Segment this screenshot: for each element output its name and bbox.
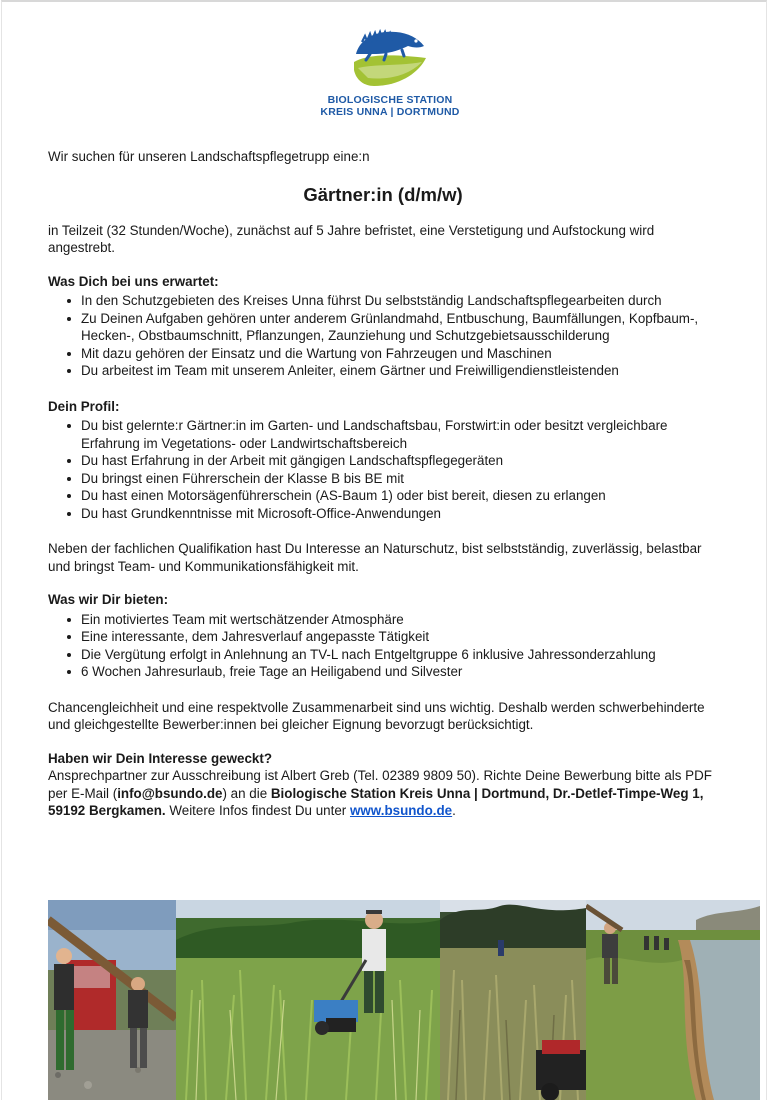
list-item: Du hast Erfahrung in der Arbeit mit gängigen Landschaftspflegegeräten bbox=[81, 452, 718, 470]
list-item: Zu Deinen Aufgaben gehören unter anderem Grünlandmahd, Entbuschung, Baumfällungen, Kopfbaum-, Hecken-, Obstbaumschnitt, Pflanzungen, Zaunziehung und Schutzgebietsausschilderung bbox=[81, 310, 718, 345]
document-page bbox=[1, 0, 767, 1100]
expectations-list bbox=[48, 292, 718, 380]
photo-riverbank bbox=[586, 900, 760, 1100]
job-posting bbox=[48, 148, 718, 820]
equality-text: Chancengleichheit und eine respektvolle Zusammenarbeit sind uns wichtig. Deshalb werden schwerbehinderte und gleichgestellte Bewerber:innen bei gleicher Eignung bevorzugt berücksichtigt. bbox=[48, 699, 705, 732]
contact-text-part: Ansprechpartner zur Ausschreibung ist Albert Greb (Tel. 02389 9809 50). Richte Deine Bewerbung bitte als PDF per E-Mail ( bbox=[48, 768, 712, 801]
intro-text: Wir suchen für unseren Landschaftspflegetrupp eine:n bbox=[48, 149, 370, 164]
list-item: Du hast Grundkenntnisse mit Microsoft-Office-Anwendungen bbox=[81, 505, 718, 523]
list-item: Du bist gelernte:r Gärtner:in im Garten- und Landschaftsbau, Forstwirt:in oder besitzt vergleichbare Erfahrung im Vegetations- oder Landwirtschaftsbereich bbox=[81, 417, 718, 452]
employment-text: in Teilzeit (32 Stunden/Woche), zunächst auf 5 Jahre befristet, eine Verstetigung und Aufstockung wird angestrebt. bbox=[48, 222, 655, 255]
photo-field-mowing bbox=[440, 900, 586, 1100]
list-item: In den Schutzgebieten des Kreises Unna führst Du selbstständig Landschaftspflegearbeiten durch bbox=[81, 292, 718, 310]
job-title: Gärtner:in (d/m/w) bbox=[303, 183, 463, 205]
contact-text-part: . bbox=[452, 803, 456, 818]
contact-text bbox=[48, 767, 718, 820]
list-item: Du arbeitest im Team mit unserem Anleiter, einem Gärtner und Freiwilligendienstleistenden bbox=[81, 362, 718, 380]
contact-heading: Haben wir Dein Interesse geweckt? bbox=[48, 750, 272, 766]
logo-text-line1: BIOLOGISCHE STATION bbox=[327, 94, 453, 106]
station-logo bbox=[320, 24, 460, 136]
offer-list bbox=[48, 611, 718, 681]
list-item: Du hast einen Motorsägenführerschein (AS-Baum 1) oder bist bereit, diesen zu erlangen bbox=[81, 487, 718, 505]
list-item: Du bringst einen Führerschein der Klasse B bis BE mit bbox=[81, 470, 718, 488]
list-item: Mit dazu gehören der Einsatz und die Wartung von Fahrzeugen und Maschinen bbox=[81, 345, 718, 363]
section-heading-profile: Dein Profil: bbox=[48, 398, 120, 414]
photo-strip bbox=[48, 900, 760, 1100]
photo-tree-work bbox=[48, 900, 176, 1100]
contact-org-address: Biologische Station Kreis Unna | Dortmund, Dr.-Detlef-Timpe-Weg 1, 59192 Bergkamen. bbox=[48, 785, 704, 818]
profile-list bbox=[48, 417, 718, 522]
list-item: 6 Wochen Jahresurlaub, freie Tage an Heiligabend und Silvester bbox=[81, 663, 718, 681]
contact-text-part: Weitere Infos findest Du unter bbox=[165, 803, 350, 818]
list-item: Ein motiviertes Team mit wertschätzender Atmosphäre bbox=[81, 611, 718, 629]
contact-email[interactable]: info@bsundo.de bbox=[117, 785, 223, 801]
logo-text-line2: KREIS UNNA | DORTMUND bbox=[320, 106, 460, 118]
website-link[interactable]: www.bsundo.de bbox=[349, 803, 453, 818]
list-item: Eine interessante, dem Jahresverlauf angepasste Tätigkeit bbox=[81, 628, 718, 646]
salamander-logo-icon bbox=[348, 24, 432, 90]
list-item: Die Vergütung erfolgt in Anlehnung an TV-L nach Entgeltgruppe 6 inklusive Jahressonderzahlung bbox=[81, 646, 718, 664]
contact-text-part: ) an die bbox=[222, 785, 271, 801]
photo-mowing-meadow bbox=[176, 900, 440, 1100]
qualification-text: Neben der fachlichen Qualifikation hast Du Interesse an Naturschutz, bist selbstständig, zuverlässig, belastbar und bringst Team- und Kommunikationsfähigkeit mit. bbox=[48, 541, 702, 574]
section-heading-offer: Was wir Dir bieten: bbox=[48, 592, 169, 607]
section-heading-expectations: Was Dich bei uns erwartet: bbox=[48, 273, 219, 289]
